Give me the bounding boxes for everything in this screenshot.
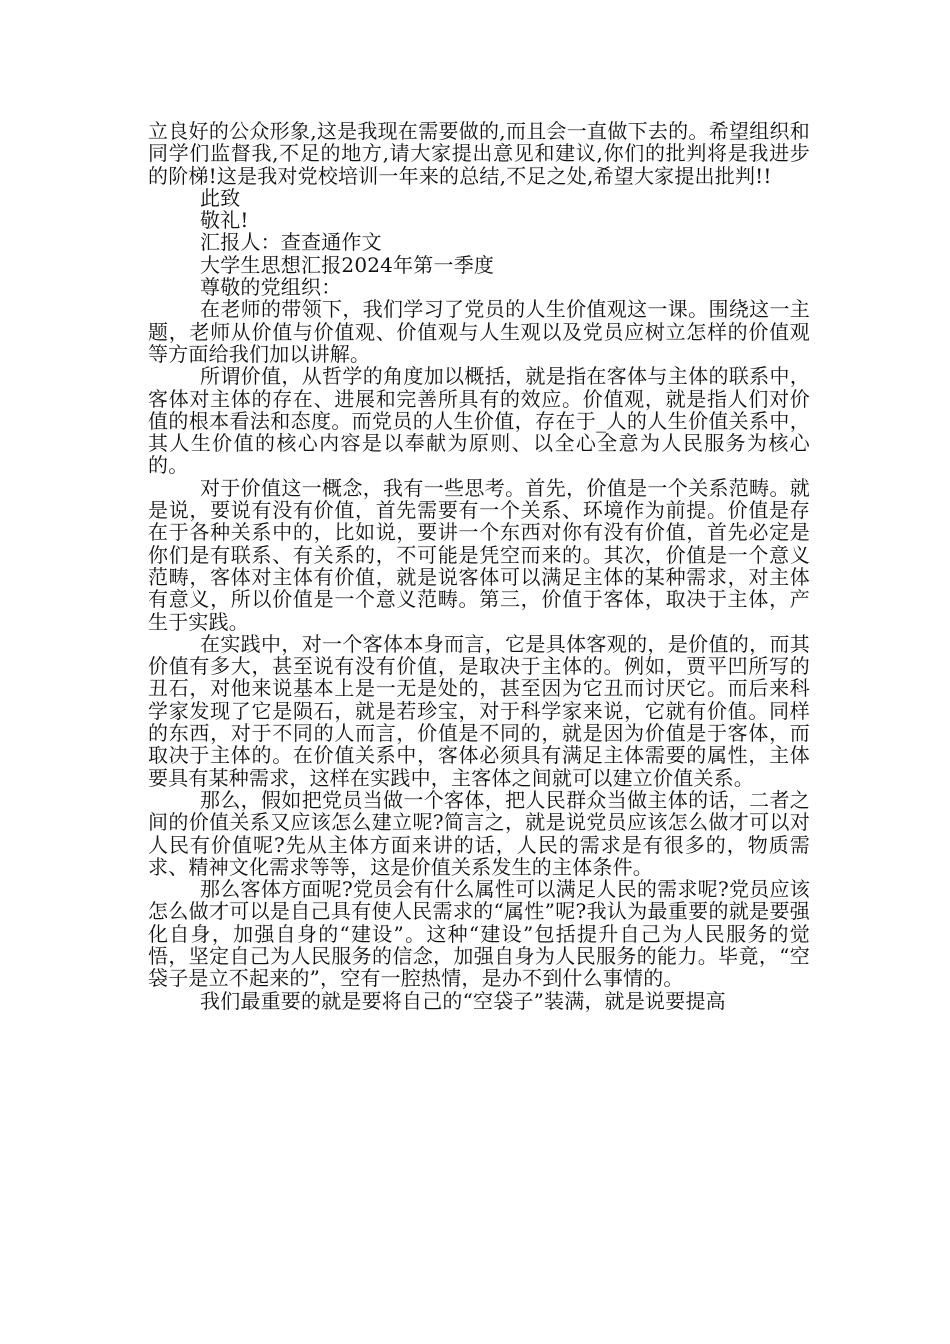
paragraph-practice: 在实践中，对一个客体本身而言，它是具体客观的，是价值的，而其价值有多大，甚至说有没有价值，是取决于主体的。例如，贾平凹所写的丑石，对他来说基本上是一无是处的，甚至因为它丑而讨厌它。而后来科学家发现了它是陨石，就是若珍宝，对于科学家来说，它就有价值。同样的东西，对于不同的人而言，价值是不同的，就是因为价值是于客体，而取决于主体的。在价值关系中，客体必须具有满足主体需要的属性，主体要具有某种需求，这样在实践中，主客体之间就可以建立价值关系。	[148, 631, 810, 790]
paragraph-definition: 所谓价值，从哲学的角度加以概括，就是指在客体与主体的联系中，客体对主体的存在、进展和完善所具有的效应。价值观，就是指人们对价值的根本看法和态度。而党员的人生价值，存在于_人的人生价值关系中，其人生价值的核心内容是以奉献为原则、以全心全意为人民服务为核心的。	[148, 364, 810, 478]
paragraph-reflection: 对于价值这一概念，我有一些思考。首先，价值是一个关系范畴。就是说，要说有没有价值，首先需要有一个关系、环境作为前提。价值是存在于各种关系中的，比如说，要讲一个东西对你有没有价值，首先必定是你们是有联系、有关系的，不可能是凭空而来的。其次，价值是一个意义范畴，客体对主体有价值，就是说客体可以满足主体的某种需求，对主体有意义，所以价值是一个意义范畴。第三，价值于客体，取决于主体，产生于实践。	[148, 475, 810, 634]
paragraph-subject: 那么，假如把党员当做一个客体，把人民群众当做主体的话，二者之间的价值关系又应该怎么建立呢?简言之，就是说党员应该怎么做才可以对人民有价值呢?先从主体方面来讲的话，人民的需求是有很多的，物质需求、精神文化需求等等，这是价值关系发生的主体条件。	[148, 787, 810, 879]
paragraph-final: 我们最重要的就是要将自己的“空袋子”装满，就是说要提高	[200, 988, 726, 1013]
reporter-signature: 汇报人：查查通作文	[200, 230, 382, 255]
paragraph-intro: 在老师的带领下，我们学习了党员的人生价值观这一课。围绕这一主题，老师从价值与价值观、价值观与人生观以及党员应树立怎样的价值观等方面给我们加以讲解。	[148, 297, 810, 366]
document-body	[148, 120, 810, 1012]
closing-regards: 敬礼!	[200, 208, 249, 233]
paragraph-continuation: 立良好的公众形象,这是我现在需要做的,而且会一直做下去的。希望组织和同学们监督我,不足的地方,请大家提出意见和建议,你们的批判将是我进步的阶梯!这是我对党校培训一年来的总结,不足之处,希望大家提出批判!!	[148, 119, 810, 188]
greeting: 尊敬的党组织：	[200, 275, 342, 300]
report-title: 大学生思想汇报2024年第一季度	[200, 252, 495, 277]
paragraph-object: 那么客体方面呢?党员会有什么属性可以满足人民的需求呢?党员应该怎么做才可以是自己具有使人民需求的“属性”呢?我认为最重要的就是要强化自身，加强自身的“建设”。这种“建设”包括提升自己为人民服务的觉悟，坚定自己为人民服务的信念，加强自身为人民服务的能力。毕竟，“空袋子是立不起来的”，空有一腔热情，是办不到什么事情的。	[148, 877, 810, 991]
closing-salutation: 此致	[200, 185, 241, 210]
